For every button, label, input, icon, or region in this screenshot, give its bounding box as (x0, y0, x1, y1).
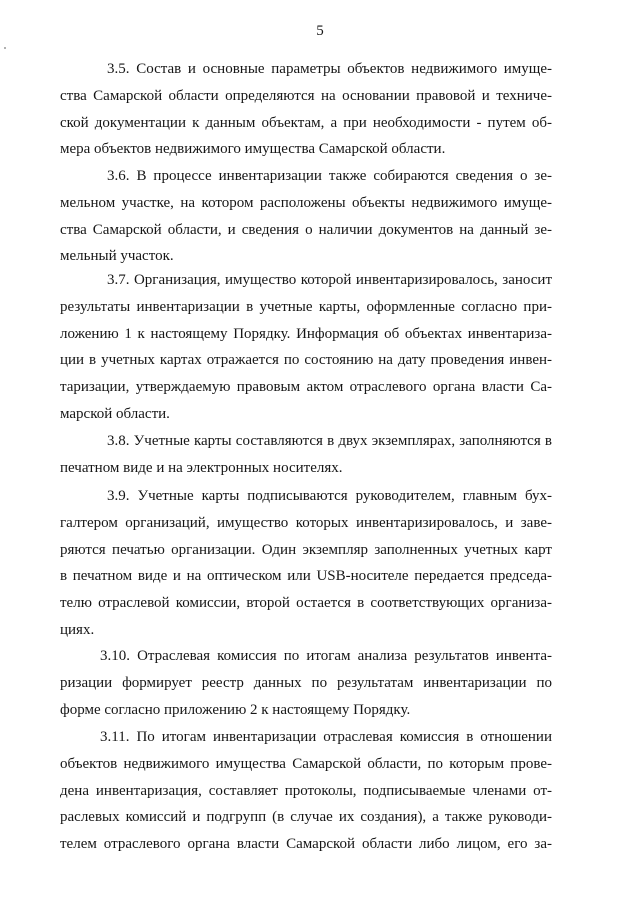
text-line: 3.7. Организация, имущество которой инвентаризировалось, заносит (107, 272, 552, 288)
text-line: циях. (60, 621, 95, 638)
text-line: 3.6. В процессе инвентаризации также собираются сведения о зе- (107, 168, 552, 184)
paragraph-3-7 (60, 267, 552, 428)
text-line: ложению 1 к настоящему Порядку. Информация об объектах инвентариза- (60, 325, 552, 342)
text-line: 3.9. Учетные карты подписываются руководителем, главным бух- (107, 488, 552, 504)
text-line: ции в учетных картах отражается по состоянию на дату проведения инвен- (60, 352, 552, 369)
paragraph-3-6 (60, 163, 552, 270)
text-line: 3.11. По итогам инвентаризации отраслевая комиссия в отношении (100, 729, 552, 745)
text-line: в печатном виде и на оптическом или USB-носителе передается председа- (60, 568, 552, 585)
text-line: ства Самарской области, и сведения о наличии документов на данный зе- (60, 221, 552, 238)
text-line: дена инвентаризация, составляет протоколы, подписываемые членами от- (60, 782, 552, 799)
text-line: печатном виде и на электронных носителях. (60, 459, 343, 476)
text-line: ства Самарской области определяются на основании правовой и техниче- (60, 87, 552, 104)
text-line: 3.10. Отраслевая комиссия по итогам анализа результатов инвента- (100, 648, 552, 664)
margin-mark (4, 47, 6, 49)
paragraph-3-10 (60, 643, 552, 723)
text-line: ской документации к данным объектам, а при необходимости - путем об- (60, 114, 552, 131)
text-line: галтером организаций, имущество которых инвентаризировалось, и заве- (60, 514, 552, 531)
paragraph-3-11 (60, 724, 552, 858)
text-line: 3.8. Учетные карты составляются в двух экземплярах, заполняются в (107, 433, 552, 449)
text-line: ряются печатью организации. Один экземпляр заполненных учетных карт (60, 541, 552, 558)
paragraph-3-5 (60, 56, 552, 163)
paragraph-3-8 (60, 428, 552, 482)
text-line: марской области. (60, 405, 170, 422)
text-line: таризации, утверждаемую правовым актом отраслевого органа власти Са- (60, 379, 552, 396)
text-line: объектов недвижимого имущества Самарской области, по которым прове- (60, 755, 552, 772)
text-line: 3.5. Состав и основные параметры объектов недвижимого имуще- (107, 61, 552, 77)
paragraph-3-9 (60, 483, 552, 644)
text-line: мельном участке, на котором расположены объекты недвижимого имуще- (60, 194, 552, 211)
text-line: мельный участок. (60, 248, 174, 265)
text-line: раслевых комиссий и подгрупп (в случае их создания), а также руководи- (60, 809, 552, 826)
text-line: мера объектов недвижимого имущества Самарской области. (60, 141, 446, 158)
text-line: ризации формирует реестр данных по результатам инвентаризации по (60, 674, 552, 691)
text-line: телю отраслевой комиссии, второй остается в соответствующих организа- (60, 595, 552, 612)
text-line: телем отраслевого органа власти Самарской области либо лицом, его за- (60, 836, 552, 853)
text-line: результаты инвентаризации в учетные карты, оформленные согласно при- (60, 298, 552, 315)
page-number: 5 (316, 23, 324, 39)
text-line: форме согласно приложению 2 к настоящему Порядку. (60, 701, 411, 718)
